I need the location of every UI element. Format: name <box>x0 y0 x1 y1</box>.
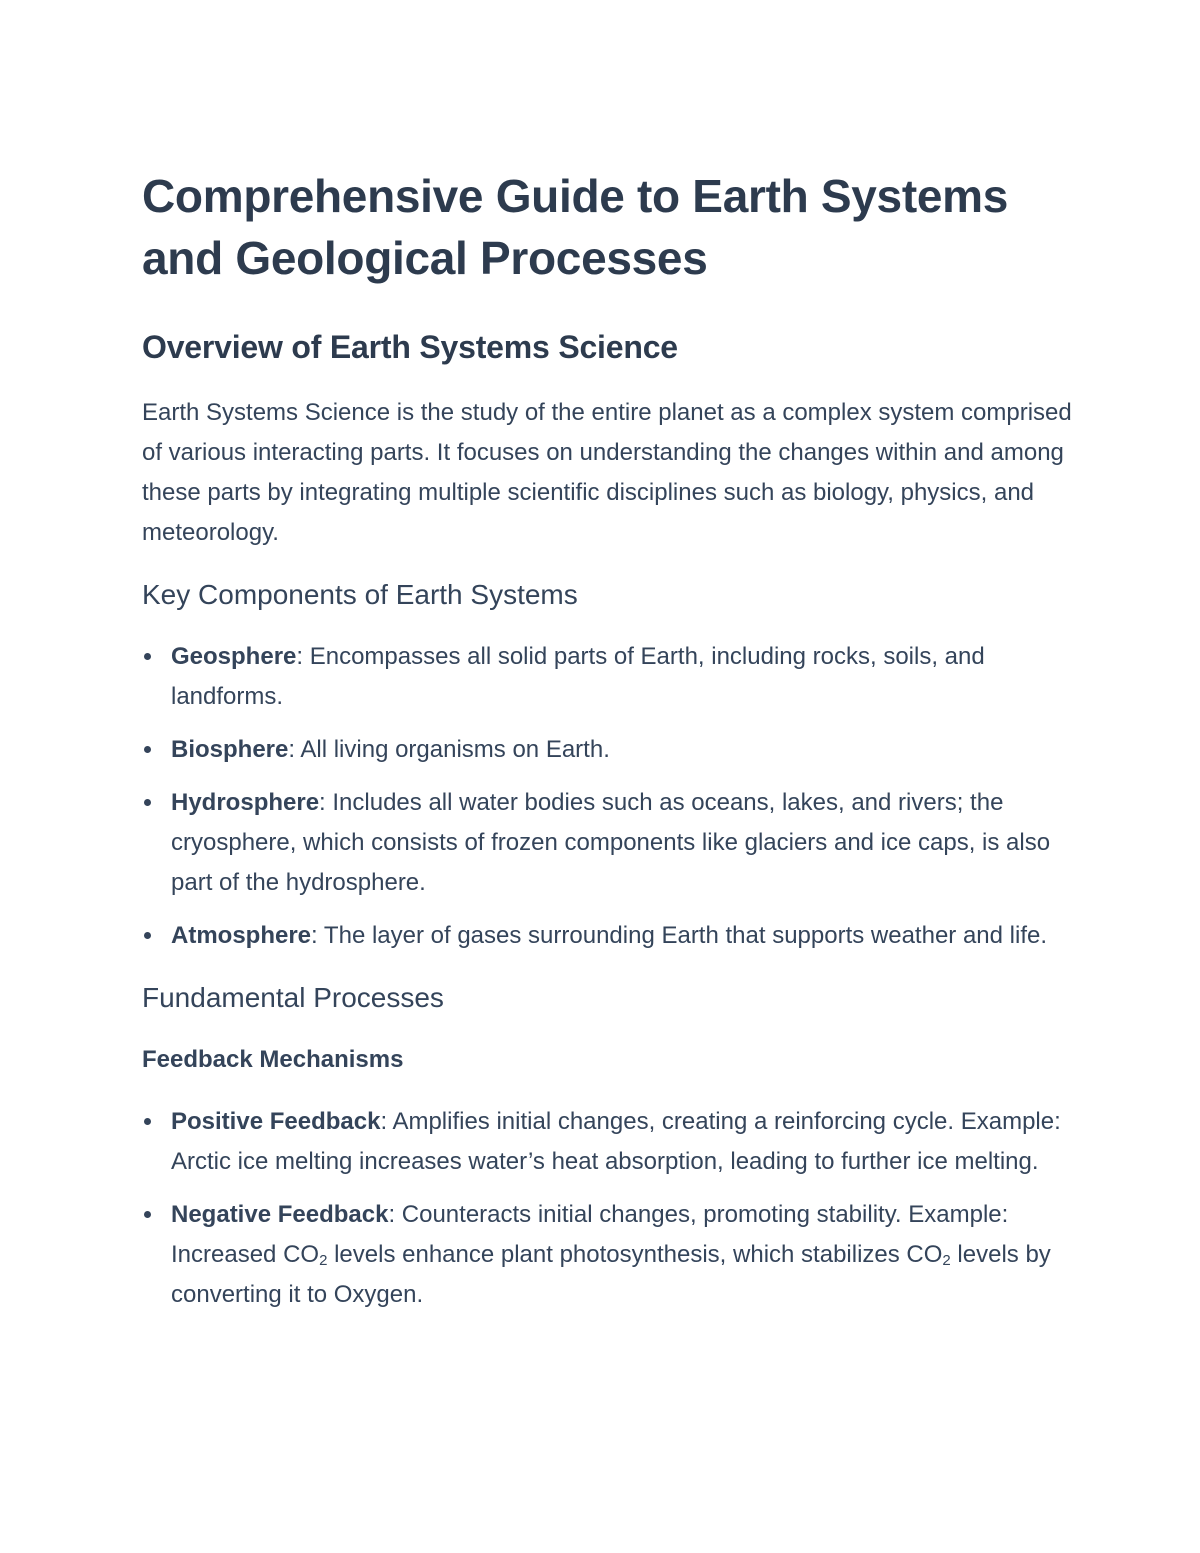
bullet-icon <box>144 746 151 753</box>
term-label: Geosphere <box>171 643 297 670</box>
term-label: Positive Feedback <box>171 1108 381 1135</box>
term-description: : All living organisms on Earth. <box>288 736 610 763</box>
term-description: : Counteracts initial changes, promoting stability. Example: Increased CO <box>171 1201 1009 1268</box>
page-title: Comprehensive Guide to Earth Systems and Geological Processes <box>142 170 1009 284</box>
term-description: : The layer of gases surrounding Earth that supports weather and life. <box>311 922 1048 949</box>
list-item <box>142 637 1072 717</box>
subscript: 2 <box>319 1252 328 1269</box>
list-item <box>142 783 1072 903</box>
term-label: Biosphere <box>171 736 289 763</box>
term-description: : Encompasses all solid parts of Earth, including rocks, soils, and landforms. <box>171 643 985 710</box>
term-label: Atmosphere <box>171 922 312 949</box>
overview-paragraph: Earth Systems Science is the study of the entire planet as a complex system comprised of various interacting parts. It focuses on understanding the changes within and among these parts by integrating multiple scientific disciplines such as biology, physics, and meteorology. <box>142 399 1072 546</box>
term-description: : Amplifies initial changes, creating a reinforcing cycle. Example: Arctic ice melting increases water’s heat absorption, leading to further ice melting. <box>171 1108 1061 1175</box>
list-item <box>142 1102 1072 1182</box>
term-description: levels by converting it to Oxygen. <box>171 1241 1051 1308</box>
bullet-icon <box>144 1211 151 1218</box>
term-description: : Includes all water bodies such as oceans, lakes, and rivers; the cryosphere, which consists of frozen components like glaciers and ice caps, is also part of the hydrosphere. <box>171 789 1051 896</box>
fundamental-processes-heading: Fundamental Processes <box>142 982 444 1013</box>
document-page <box>142 165 1072 1315</box>
list-item <box>142 1195 1072 1315</box>
term-description: levels enhance plant photosynthesis, which stabilizes CO <box>327 1241 943 1268</box>
list-item <box>142 730 1072 770</box>
key-components-list <box>142 637 1072 956</box>
bullet-icon <box>144 1118 151 1125</box>
term-label: Negative Feedback <box>171 1201 389 1228</box>
feedback-mechanisms-heading: Feedback Mechanisms <box>142 1046 404 1073</box>
key-components-heading: Key Components of Earth Systems <box>142 579 578 610</box>
bullet-icon <box>144 799 151 806</box>
feedback-list <box>142 1102 1072 1315</box>
bullet-icon <box>144 653 151 660</box>
term-label: Hydrosphere <box>171 789 320 816</box>
subscript: 2 <box>942 1252 951 1269</box>
overview-heading: Overview of Earth Systems Science <box>142 329 678 365</box>
list-item <box>142 916 1072 956</box>
bullet-icon <box>144 932 151 939</box>
